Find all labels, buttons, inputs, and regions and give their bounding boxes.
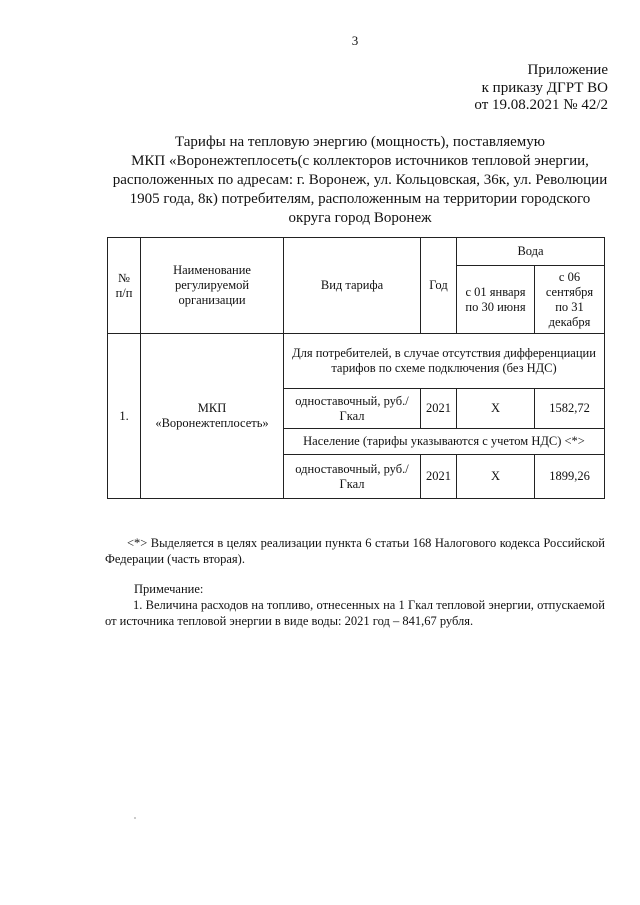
appendix-order-date: от 19.08.2021 № 42/2 [474,97,608,113]
appendix-title: Приложение [527,62,608,78]
tariff-2-period-2: 1899,26 [535,455,605,499]
header-org: Наименование регулируемой организации [141,238,284,334]
title-line-5: округа город Воронеж [288,210,432,226]
document-title [100,133,620,228]
tariff-2-type: одноставочный, руб./Гкал [284,455,421,499]
section-population: Население (тарифы указываются с учетом НДС) <*> [284,429,605,455]
tariff-1-period-2: 1582,72 [535,389,605,429]
footnote: <*> Выделяется в целях реализации пункта 6 статьи 168 Налогового кодекса Российской Федерации (часть вторая). [105,536,605,566]
row-org-line-1: МКП [197,401,227,415]
header-year: Год [421,238,457,334]
appendix-order-ref: к приказу ДГРТ ВО [481,79,608,96]
row-org [141,334,284,499]
scan-speck [134,817,136,819]
tariff-2-period-1: Х [457,455,535,499]
title-line-4: 1905 года, 8к) потребителям, расположенным на территории городского [129,191,591,207]
note-heading: Примечание: [134,582,204,596]
header-water: Вода [457,238,605,266]
title-line-2: МКП «Воронежтеплосеть(с коллекторов источников тепловой энергии, [131,153,589,169]
header-tariff-type: Вид тарифа [284,238,421,334]
title-line-3: расположенных по адресам: г. Воронеж, ул. Кольцовская, 36к, ул. Революции [112,172,608,188]
tariff-1-type: одноставочный, руб./Гкал [284,389,421,429]
table-row [108,334,605,389]
row-org-line-2: «Воронежтеплосеть» [155,416,269,430]
tariff-table [107,237,605,499]
tariff-2-year: 2021 [421,455,457,499]
appendix-block [474,62,608,115]
page-number: 3 [351,33,359,48]
table-header-row [108,238,605,266]
tariff-1-year: 2021 [421,389,457,429]
section-without-vat: Для потребителей, в случае отсутствия дифференциации тарифов по схеме подключения (без НДС) [284,334,605,389]
row-num: 1. [108,334,141,499]
header-period-2: с 06 сентября по 31 декабря [535,266,605,334]
header-period-1: с 01 января по 30 июня [457,266,535,334]
header-num: № п/п [108,238,141,334]
tariff-1-period-1: Х [457,389,535,429]
title-line-1: Тарифы на тепловую энергию (мощность), поставляемую [174,134,546,150]
note-item-1: 1. Величина расходов на топливо, отнесенных на 1 Гкал тепловой энергии, отпускаемой от источника тепловой энергии в виде воды: 2021 год – 841,67 рубля. [105,598,605,628]
